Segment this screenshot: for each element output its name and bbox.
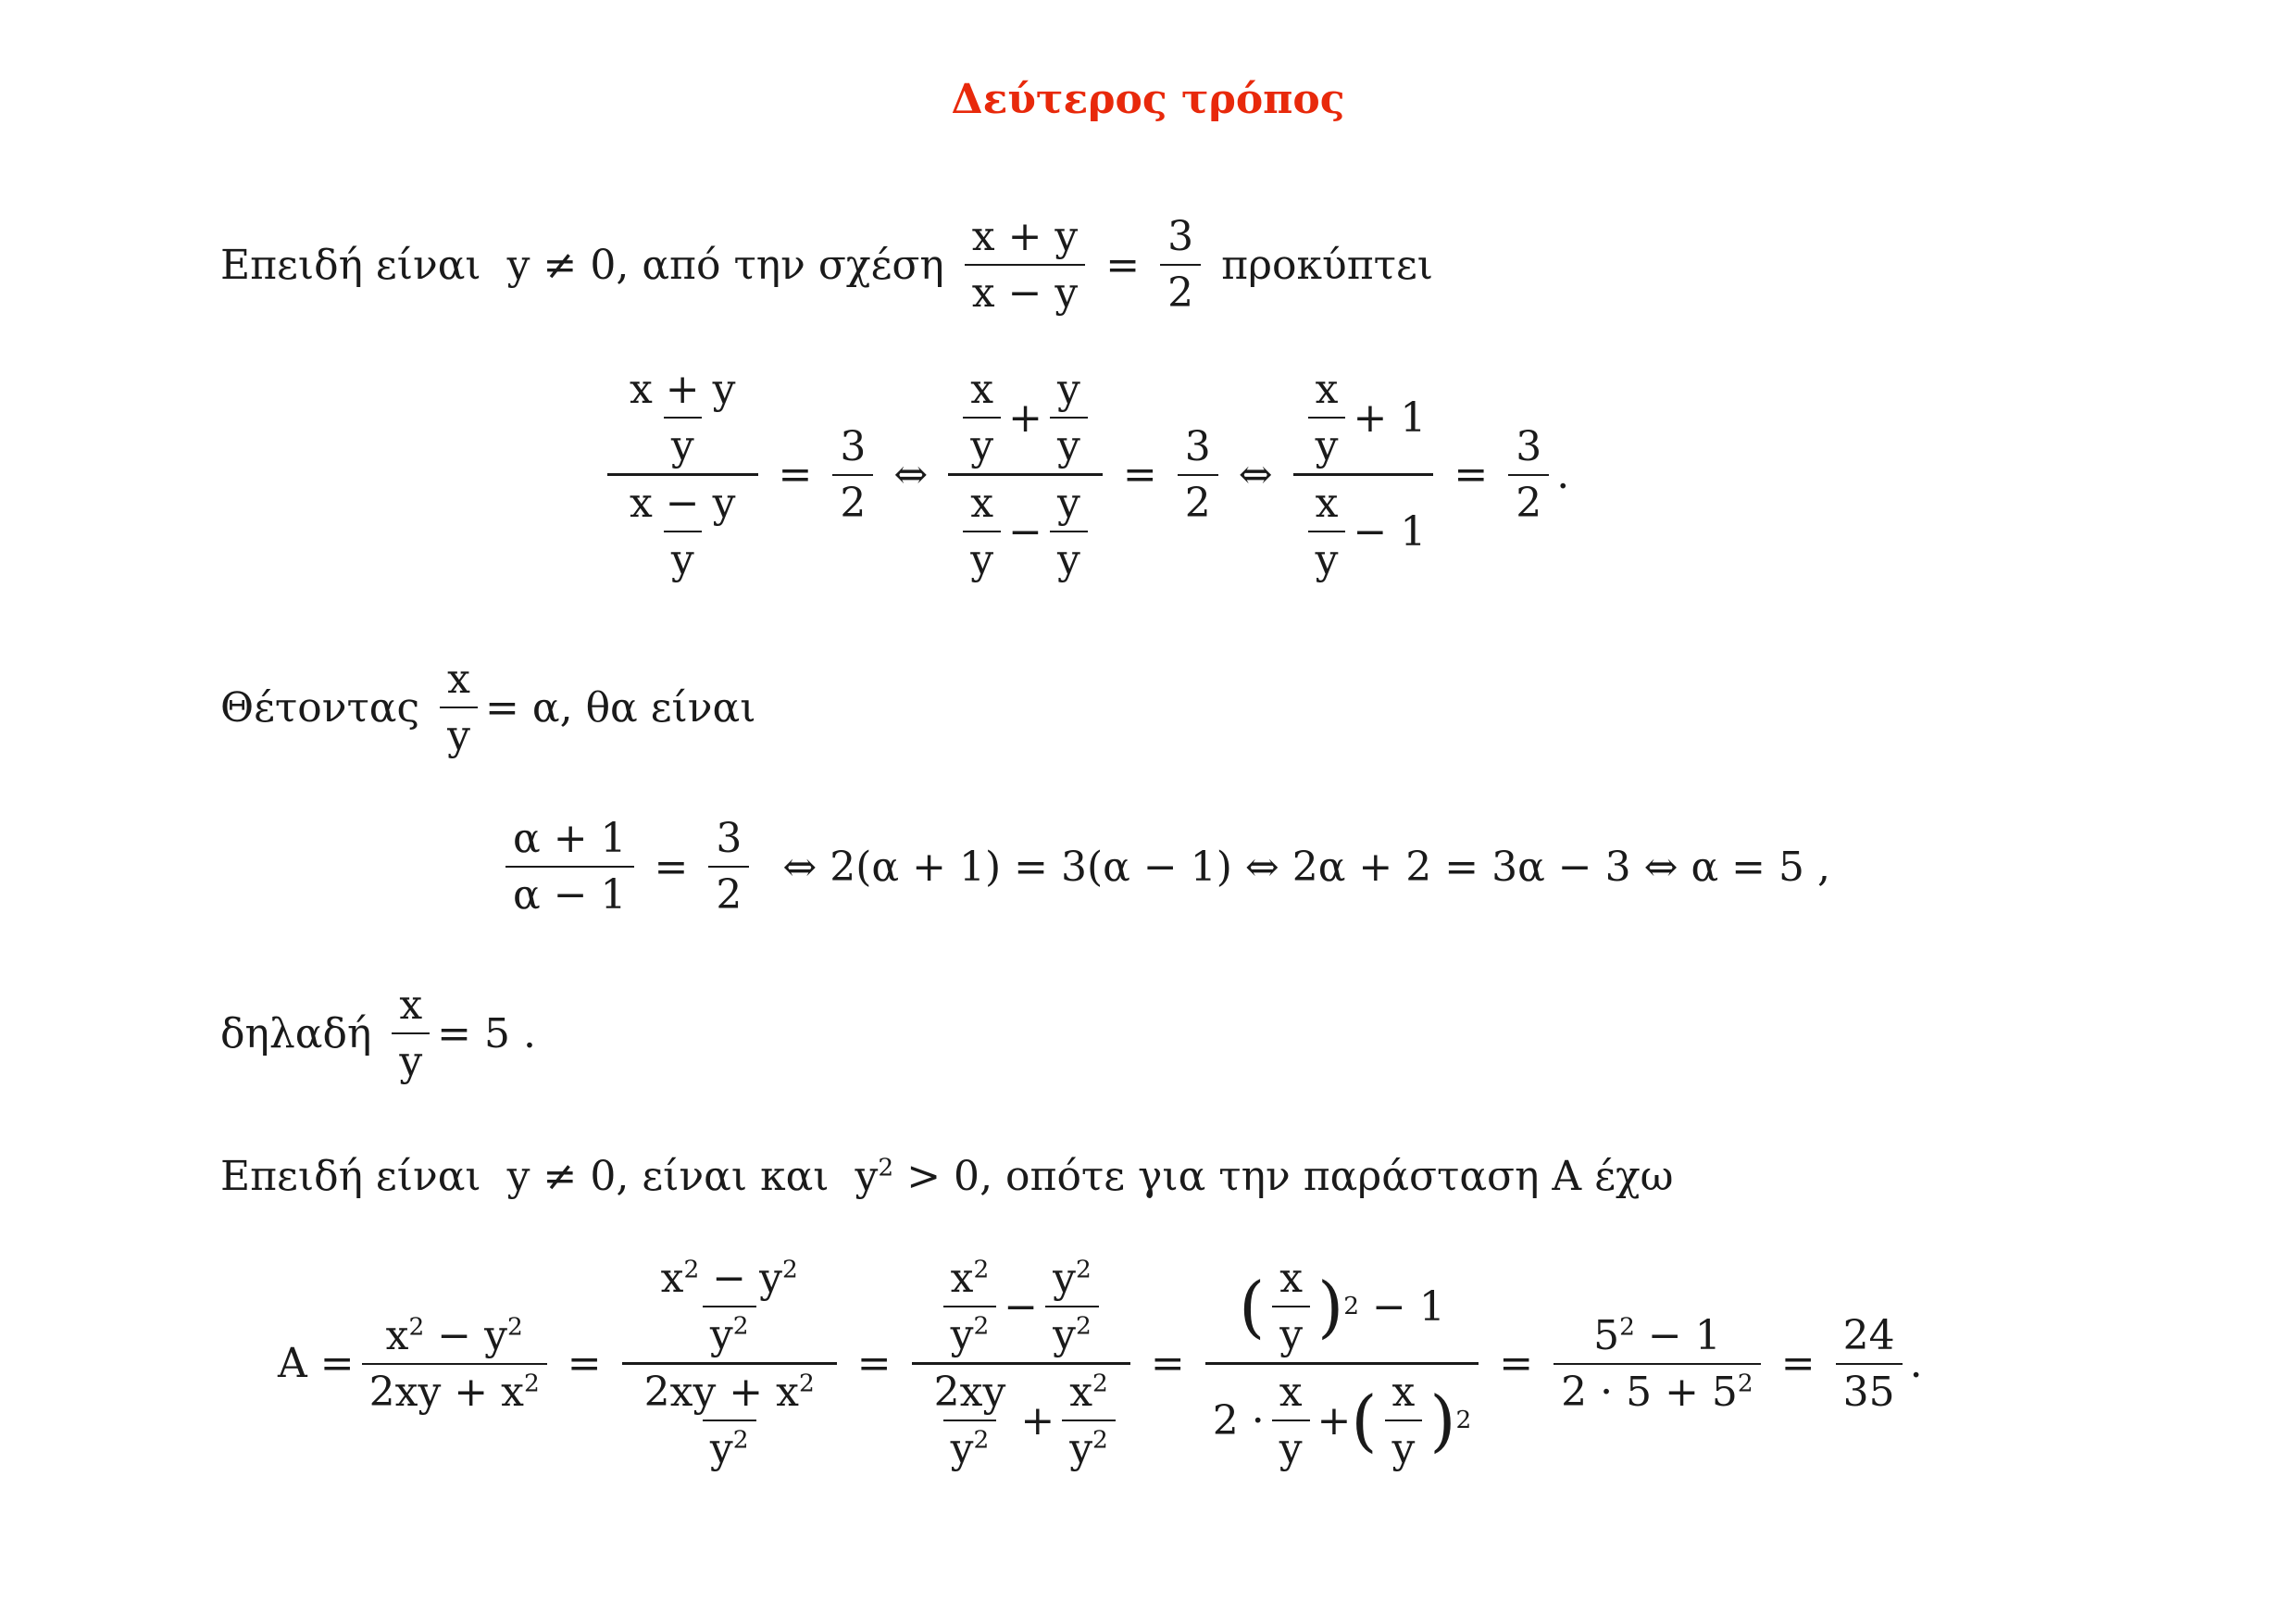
text-since: Επειδή είναι <box>220 241 481 289</box>
fraction-xy: $\frac{x + y}{x - y}$ <box>965 213 1086 317</box>
equation-block-2: $\frac{\alpha + 1}{\alpha - 1}$ = $\frac{3}{2}$ ⇔ 2(α + 1) = 3(α − 1) ⇔ 2α + 2 = 3α − 3 ⇔ α = 5 , <box>498 815 1830 919</box>
complex-fraction-3: $\frac{x}{y}$ + 1 $\frac{x}{y}$ − 1 <box>1293 366 1434 583</box>
paragraph-3: δηλαδή $\frac{x}{y}$ = 5 . <box>220 982 536 1085</box>
section-title: Δεύτερος τρόπος <box>951 76 1345 123</box>
paragraph-2: Θέτοντας $\frac{x}{y}$ = α , θα είναι <box>220 656 756 759</box>
complex-fraction-1: $\frac{\frac{x + y}{y}}{\frac{x - y}{y}}$ <box>607 366 758 583</box>
equation-chain: ⇔ 2(α + 1) = 3(α − 1) ⇔ 2α + 2 = 3α − 3 ⇔ α = 5 , <box>782 843 1830 891</box>
complex-fraction-2: $\frac{x}{y}$ + $\frac{y}{y}$ $\frac{x}{y}$ − $\frac{y}{y}$ <box>948 366 1103 583</box>
paragraph-4: Επειδή είναι y ≠ 0 , είναι και $y^2$ > 0 , οπότε για την παράσταση Α έχω <box>220 1153 1674 1200</box>
y-nonzero: y ≠ 0 <box>506 241 617 289</box>
fraction-3-2: $\frac{3}{2}$ <box>1160 213 1201 317</box>
paragraph-1: Επειδή είναι y ≠ 0 , από την σχέση $\frac{x + y}{x - y}$ = $\frac{3}{2}$ προκύπτει <box>220 213 1434 317</box>
text-setting: Θέτοντας <box>220 683 420 732</box>
text-results: προκύπτει <box>1221 241 1434 289</box>
equation-block-1: $\frac{\frac{x + y}{y}}{\frac{x - y}{y}}$ = $\frac{3}{2}$ ⇔ $\frac{x}{y}$ + $\frac{y}{y}$ $\frac{x}{y}$ − $\frac{y}{y}$ = $\frac{3}{2}$ ⇔ $\frac{x}{y}$ + 1 $\frac{x}{y}$ − 1 = $\frac{3}{2}$ . <box>600 366 1569 583</box>
equation-block-A: Α = $\frac{x^2 - y^2}{2xy + x^2}$ = $\frac{\frac{x^2 - y^2}{y^2}}{\frac{2xy + x^2}{y^2}}$ = $\frac{x^2}{y^2}$ − $\frac{y^2}{y^2}$ $\frac{2xy}{y^2}$ + $\frac{x^2}{y^2}$ = ( $\frac{x}{y}$ ) 2 − 1 2 · $\frac{x}{y}$ + ( $\frac{x}{y}$ ) 2 = $\frac{5^2 - 1}{2 \cdot 5 + 5^2}$ = $\frac{24}{35}$ . <box>278 1255 1923 1472</box>
text-relation: , από την σχέση <box>616 241 944 289</box>
